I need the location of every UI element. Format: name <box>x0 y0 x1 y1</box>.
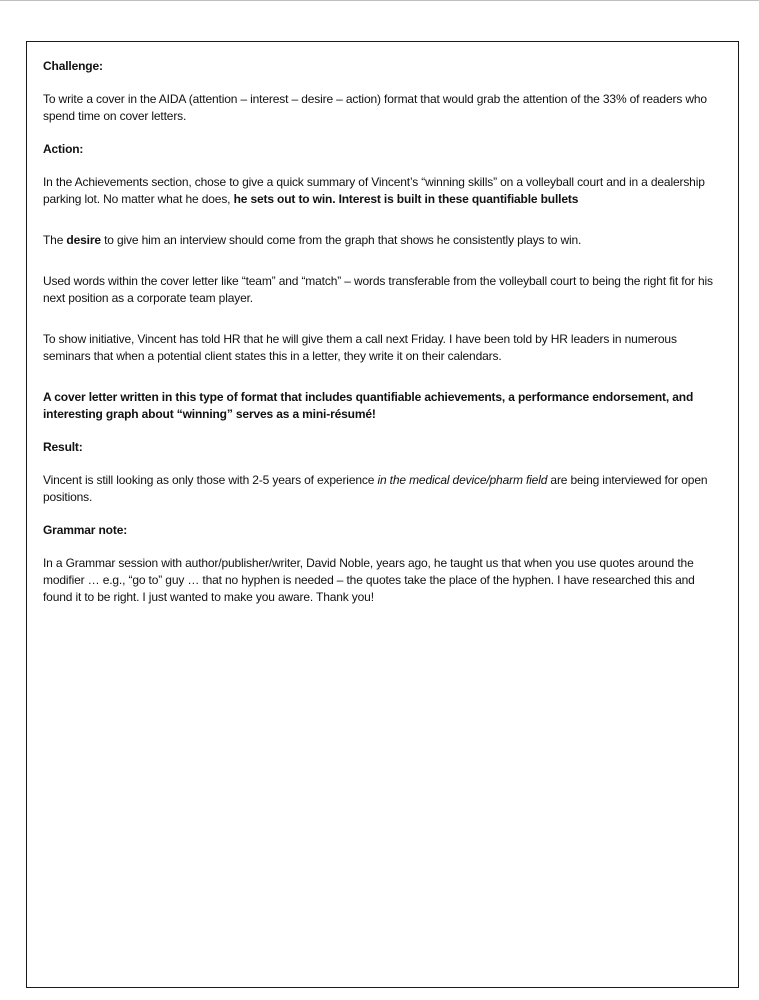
action-p2-text-end: to give him an interview should come from the graph that shows he consistently plays to win. <box>100 233 582 247</box>
action-paragraph-achievements <box>43 174 715 208</box>
action-p2-text-start: The <box>43 233 67 247</box>
top-divider <box>0 0 759 1</box>
action-paragraph-initiative: To show initiative, Vincent has told HR that he will give them a call next Friday. I have been told by HR leaders in numerous seminars that when a potential client states this in a letter, they write it on their calendars. <box>43 332 677 363</box>
result-heading: Result: <box>43 440 83 454</box>
result-paragraph <box>43 472 715 506</box>
grammar-heading: Grammar note: <box>43 523 128 537</box>
action-p2-bold: desire <box>66 233 101 247</box>
result-text-end: are being interviewed for open positions. <box>43 473 708 504</box>
action-p1-text: In the Achievements section, chose to give a quick summary of Vincent’s “winning skills” on a volleyball court and in a dealership parking lot. No matter what he does, <box>43 175 705 206</box>
document-page <box>26 41 739 988</box>
summary-paragraph: A cover letter written in this type of format that includes quantifiable achievements, a performance endorsement, and interesting graph about “winning” serves as a mini-résumé! <box>43 390 694 421</box>
action-paragraph-words: Used words within the cover letter like “team” and “match” – words transferable from the volleyball court to being the right fit for his next position as a corporate team player. <box>43 274 713 305</box>
challenge-heading: Challenge: <box>43 59 103 73</box>
grammar-paragraph: In a Grammar session with author/publisher/writer, David Noble, years ago, he taught us that when you use quotes around the modifier … e.g., “go to” guy … that no hyphen is needed – the quotes take the place of the hyphen. I have researched this and found it to be right. I just wanted to make you aware. Thank you! <box>43 556 695 604</box>
action-paragraph-desire <box>43 232 715 249</box>
action-p1-bold: he sets out to win. Interest is built in these quantifiable bullets <box>233 192 579 206</box>
challenge-paragraph: To write a cover in the AIDA (attention – interest – desire – action) format that would grab the attention of the 33% of readers who spend time on cover letters. <box>43 92 707 123</box>
action-heading: Action: <box>43 142 84 156</box>
result-text-start: Vincent is still looking as only those with 2-5 years of experience <box>43 473 378 487</box>
document-content <box>43 58 715 606</box>
result-italic: in the medical device/pharm field <box>377 473 548 487</box>
